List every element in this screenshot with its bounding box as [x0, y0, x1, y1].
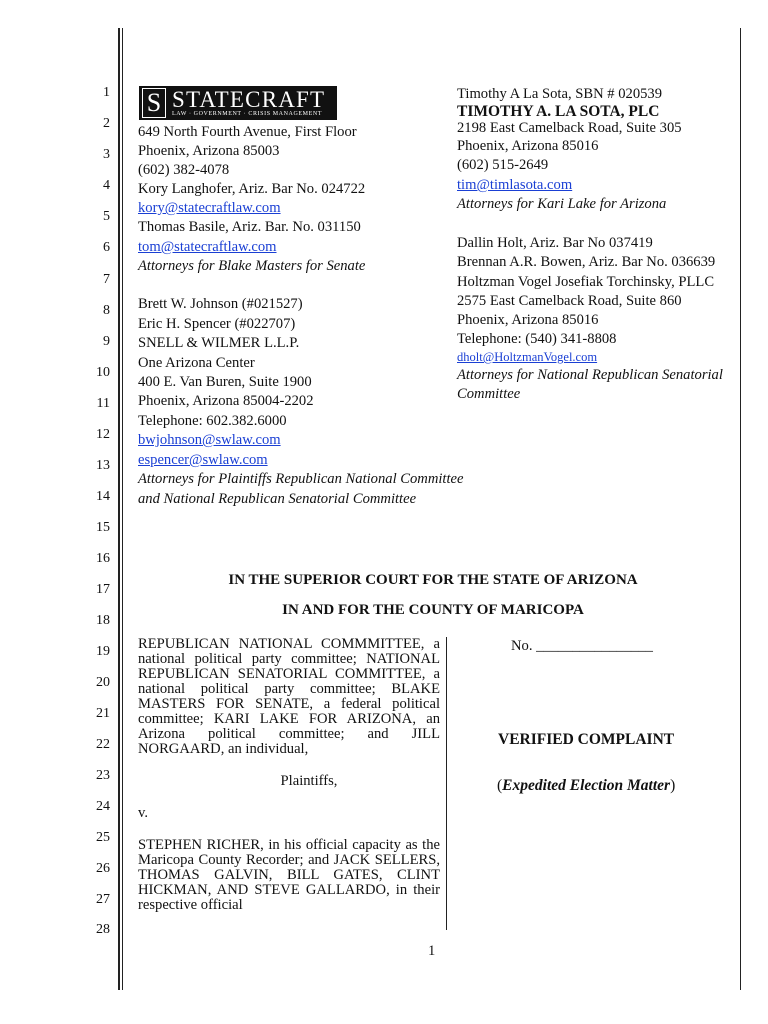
line-number: 13	[96, 458, 110, 473]
email-link-tom[interactable]: tom@statecraftlaw.com	[138, 239, 277, 255]
line-number: 15	[96, 520, 110, 535]
line-number: 1	[103, 85, 110, 100]
line-number: 9	[103, 334, 110, 349]
holtzman-address-line2: Phoenix, Arizona 85016	[457, 312, 599, 328]
document-title: VERIFIED COMPLAINT	[498, 731, 675, 748]
line-number: 21	[96, 706, 110, 721]
plaintiffs-label: Plaintiffs,	[280, 773, 338, 789]
line-number: 8	[103, 303, 110, 318]
line-number: 27	[96, 892, 110, 907]
defendants-description: STEPHEN RICHER, in his official capacity as the Maricopa County Recorder; and JACK SELLERS, THOMAS GALVIN, BILL GATES, CLINT HICKMAN, AND STEVE GALLARDO, in their respective official	[138, 838, 440, 913]
email-link-dholt[interactable]: dholt@HoltzmanVogel.com	[457, 350, 598, 364]
snell-firm-name: SNELL & WILMER L.L.P.	[138, 335, 300, 351]
attorneys-for-nrsc-line2: Committee	[457, 386, 521, 402]
left-margin-rule-inner	[122, 28, 123, 990]
attorneys-for-nrsc-line1: Attorneys for National Republican Senatorial	[457, 367, 723, 383]
lasota-firm-name: TIMOTHY A. LA SOTA, PLC	[457, 103, 660, 120]
statecraft-address-line1: 649 North Fourth Avenue, First Floor	[138, 124, 357, 140]
page-number: 1	[428, 943, 436, 959]
line-number: 24	[96, 799, 110, 814]
subtitle-paren-close: )	[670, 777, 676, 794]
statecraft-logo	[139, 86, 337, 120]
line-number: 23	[96, 768, 110, 783]
case-caption-parties	[138, 637, 440, 914]
line-number: 18	[96, 613, 110, 628]
line-number: 22	[96, 737, 110, 752]
subtitle-paren-open: (	[497, 777, 503, 794]
email-link-kory[interactable]: kory@statecraftlaw.com	[138, 200, 281, 216]
attorney-bowen: Brennan A.R. Bowen, Ariz. Bar No. 036639	[457, 254, 716, 270]
line-number: 3	[103, 147, 110, 162]
snell-address-line3: Phoenix, Arizona 85004-2202	[138, 393, 314, 409]
line-number: 25	[96, 830, 110, 845]
lasota-address-line1: 2198 East Camelback Road, Suite 305	[457, 120, 682, 136]
lasota-phone: (602) 515-2649	[457, 157, 549, 173]
caption-divider	[446, 637, 447, 930]
line-number: 26	[96, 861, 110, 876]
left-margin-rule-outer	[118, 28, 120, 990]
statecraft-address-line2: Phoenix, Arizona 85003	[138, 143, 280, 159]
line-number: 11	[96, 396, 110, 411]
holtzman-firm-name: Holtzman Vogel Josefiak Torchinsky, PLLC	[457, 274, 715, 290]
subtitle-text: Expedited Election Matter	[502, 777, 671, 794]
line-number: 4	[103, 178, 110, 193]
line-number: 20	[96, 675, 110, 690]
line-number: 2	[103, 116, 110, 131]
right-margin-rule	[740, 28, 741, 990]
lasota-address-line2: Phoenix, Arizona 85016	[457, 138, 599, 154]
line-number: 16	[96, 551, 110, 566]
line-number: 17	[96, 582, 110, 597]
line-number: 7	[103, 272, 110, 287]
line-number: 14	[96, 489, 110, 504]
attorney-lasota: Timothy A La Sota, SBN # 020539	[457, 86, 663, 102]
attorney-holt: Dallin Holt, Ariz. Bar No 037419	[457, 235, 653, 251]
attorney-johnson: Brett W. Johnson (#021527)	[138, 296, 303, 312]
attorneys-for-masters: Attorneys for Blake Masters for Senate	[138, 258, 366, 274]
attorney-spencer: Eric H. Spencer (#022707)	[138, 316, 296, 332]
holtzman-phone: Telephone: (540) 341-8808	[457, 331, 617, 347]
line-number: 10	[96, 365, 110, 380]
attorney-basile: Thomas Basile, Ariz. Bar. No. 031150	[138, 219, 361, 235]
holtzman-address-line1: 2575 East Camelback Road, Suite 860	[457, 293, 682, 309]
line-number: 12	[96, 427, 110, 442]
snell-phone: Telephone: 602.382.6000	[138, 413, 287, 429]
document-subtitle	[497, 776, 675, 795]
attorneys-for-lake: Attorneys for Kari Lake for Arizona	[457, 196, 667, 212]
line-number: 5	[103, 209, 110, 224]
logo-name: STATECRAFT	[172, 87, 326, 112]
line-number: 19	[96, 644, 110, 659]
logo-tagline: LAW · GOVERNMENT · CRISIS MANAGEMENT	[172, 111, 323, 117]
snell-address-line1: One Arizona Center	[138, 355, 255, 371]
court-heading-line1: IN THE SUPERIOR COURT FOR THE STATE OF ARIZONA	[228, 572, 638, 588]
attorney-langhofer: Kory Langhofer, Ariz. Bar No. 024722	[138, 181, 366, 197]
plaintiffs-description: REPUBLICAN NATIONAL COMMMITTEE, a national political party committee; NATIONAL REPUBLICAN SENATORIAL COMMITTEE, a national political party committee; BLAKE MASTERS FOR SENATE, a federal political committee; KARI LAKE FOR ARIZONA, an Arizona political committee; and JILL NORGAARD, an individual,	[138, 636, 440, 757]
statecraft-phone: (602) 382-4078	[138, 162, 230, 178]
snell-address-line2: 400 E. Van Buren, Suite 1900	[138, 374, 312, 390]
court-heading-line2: IN AND FOR THE COUNTY OF MARICOPA	[282, 602, 584, 618]
line-number: 28	[96, 922, 110, 937]
email-link-espencer[interactable]: espencer@swlaw.com	[138, 452, 268, 468]
case-number: No. ________________	[511, 638, 653, 654]
line-number: 6	[103, 240, 110, 255]
email-link-tim[interactable]: tim@timlasota.com	[457, 177, 573, 193]
versus: v.	[138, 805, 148, 821]
attorneys-for-plaintiffs-line2: and National Republican Senatorial Committee	[138, 491, 417, 507]
email-link-bwjohnson[interactable]: bwjohnson@swlaw.com	[138, 432, 281, 448]
logo-initial: S	[142, 88, 166, 118]
attorneys-for-plaintiffs-line1: Attorneys for Plaintiffs Republican National Committee	[138, 471, 464, 487]
